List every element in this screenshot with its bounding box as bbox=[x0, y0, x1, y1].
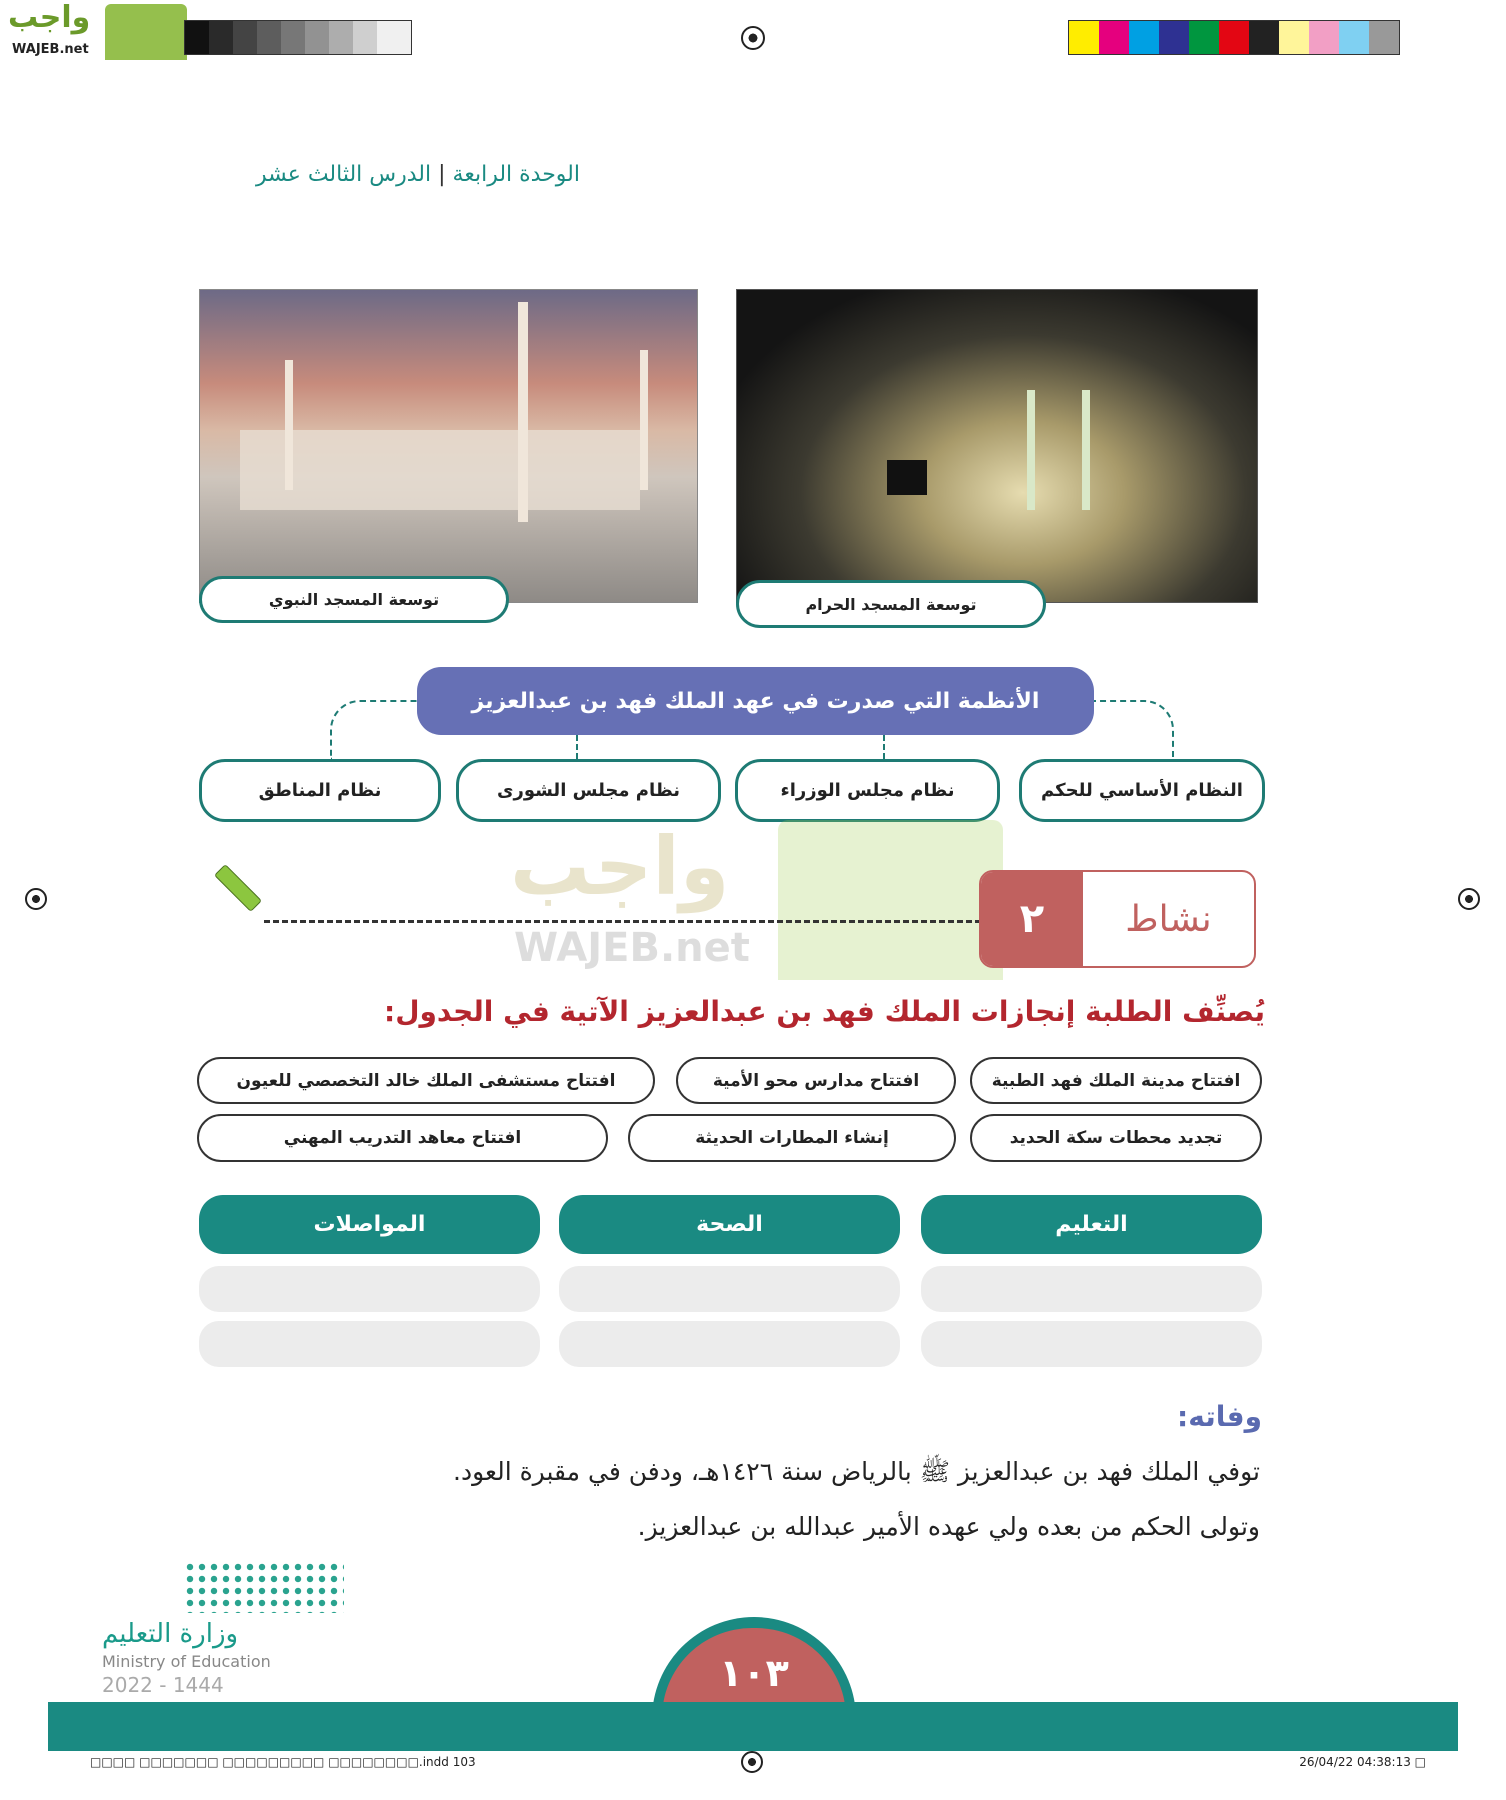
achievement-item: افتتاح مدارس محو الأمية bbox=[676, 1057, 956, 1104]
connector bbox=[883, 735, 885, 759]
activity-instruction: يُصنِّف الطلبة إنجازات الملك فهد بن عبدالعزيز الآتية في الجدول: bbox=[384, 995, 1265, 1028]
photo-grand-mosque bbox=[736, 289, 1258, 603]
registration-mark bbox=[1458, 888, 1480, 910]
answer-cell[interactable] bbox=[199, 1266, 540, 1312]
registration-mark bbox=[25, 888, 47, 910]
system-regions: نظام المناطق bbox=[199, 759, 441, 822]
registration-mark bbox=[741, 26, 765, 50]
activity-badge bbox=[979, 870, 1256, 968]
pencil-icon bbox=[214, 864, 262, 912]
column-header-transport: المواصلات bbox=[199, 1195, 540, 1254]
connector bbox=[1090, 700, 1174, 760]
ministry-year: 2022 - 1444 bbox=[102, 1673, 224, 1697]
print-timestamp: 26/04/22 04:38:13 □ bbox=[1299, 1755, 1426, 1769]
caption-grand-mosque: توسعة المسجد الحرام bbox=[736, 580, 1046, 628]
system-basic-law: النظام الأساسي للحكم bbox=[1019, 759, 1265, 822]
answer-cell[interactable] bbox=[559, 1266, 900, 1312]
death-line-2: وتولى الحكم من بعده ولي عهده الأمير عبدالله بن عبدالعزيز. bbox=[637, 1512, 1260, 1541]
grayscale-bar bbox=[184, 20, 412, 55]
unit-lesson-header: الوحدة الرابعة | الدرس الثالث عشر bbox=[255, 162, 580, 187]
footer-band bbox=[48, 1702, 1458, 1751]
column-header-health: الصحة bbox=[559, 1195, 900, 1254]
watermark: واجب WAJEB.net bbox=[510, 820, 1010, 980]
achievement-item: إنشاء المطارات الحديثة bbox=[628, 1114, 956, 1162]
achievement-item: افتتاح مدينة الملك فهد الطبية bbox=[970, 1057, 1262, 1104]
answer-cell[interactable] bbox=[199, 1321, 540, 1367]
answer-cell[interactable] bbox=[921, 1321, 1262, 1367]
ministry-logo-dots bbox=[184, 1561, 344, 1613]
wajeb-logo: واجب WAJEB.net bbox=[0, 0, 190, 63]
ministry-arabic: وزارة التعليم bbox=[102, 1619, 239, 1649]
connector bbox=[576, 735, 578, 759]
activity-label: نشاط bbox=[1125, 898, 1212, 940]
connector bbox=[330, 700, 420, 760]
column-header-education: التعليم bbox=[921, 1195, 1262, 1254]
achievement-item: تجديد محطات سكة الحديد bbox=[970, 1114, 1262, 1162]
activity-number: ٢ bbox=[981, 872, 1083, 966]
print-file-info: □□□□ □□□□□□□ □□□□□□□□□ □□□□□□□□.indd 103 bbox=[90, 1755, 476, 1769]
system-council-of-ministers: نظام مجلس الوزراء bbox=[735, 759, 1000, 822]
systems-title: الأنظمة التي صدرت في عهد الملك فهد بن عبدالعزيز bbox=[417, 667, 1094, 735]
page-number: ١٠٣ bbox=[662, 1628, 846, 1718]
death-heading: وفاته: bbox=[1177, 1400, 1262, 1433]
color-bar bbox=[1068, 20, 1400, 55]
achievement-item: افتتاح معاهد التدريب المهني bbox=[197, 1114, 608, 1162]
registration-mark bbox=[741, 1751, 763, 1773]
death-line-1: توفي الملك فهد بن عبدالعزيز ﷺ بالرياض سنة ١٤٢٦هـ، ودفن في مقبرة العود. bbox=[453, 1457, 1260, 1486]
answer-cell[interactable] bbox=[921, 1266, 1262, 1312]
achievement-item: افتتاح مستشفى الملك خالد التخصصي للعيون bbox=[197, 1057, 655, 1104]
system-shura-council: نظام مجلس الشورى bbox=[456, 759, 721, 822]
dashed-line bbox=[264, 920, 981, 923]
ministry-english: Ministry of Education bbox=[102, 1652, 271, 1671]
caption-prophets-mosque: توسعة المسجد النبوي bbox=[199, 576, 509, 623]
answer-cell[interactable] bbox=[559, 1321, 900, 1367]
photo-prophets-mosque bbox=[199, 289, 698, 603]
